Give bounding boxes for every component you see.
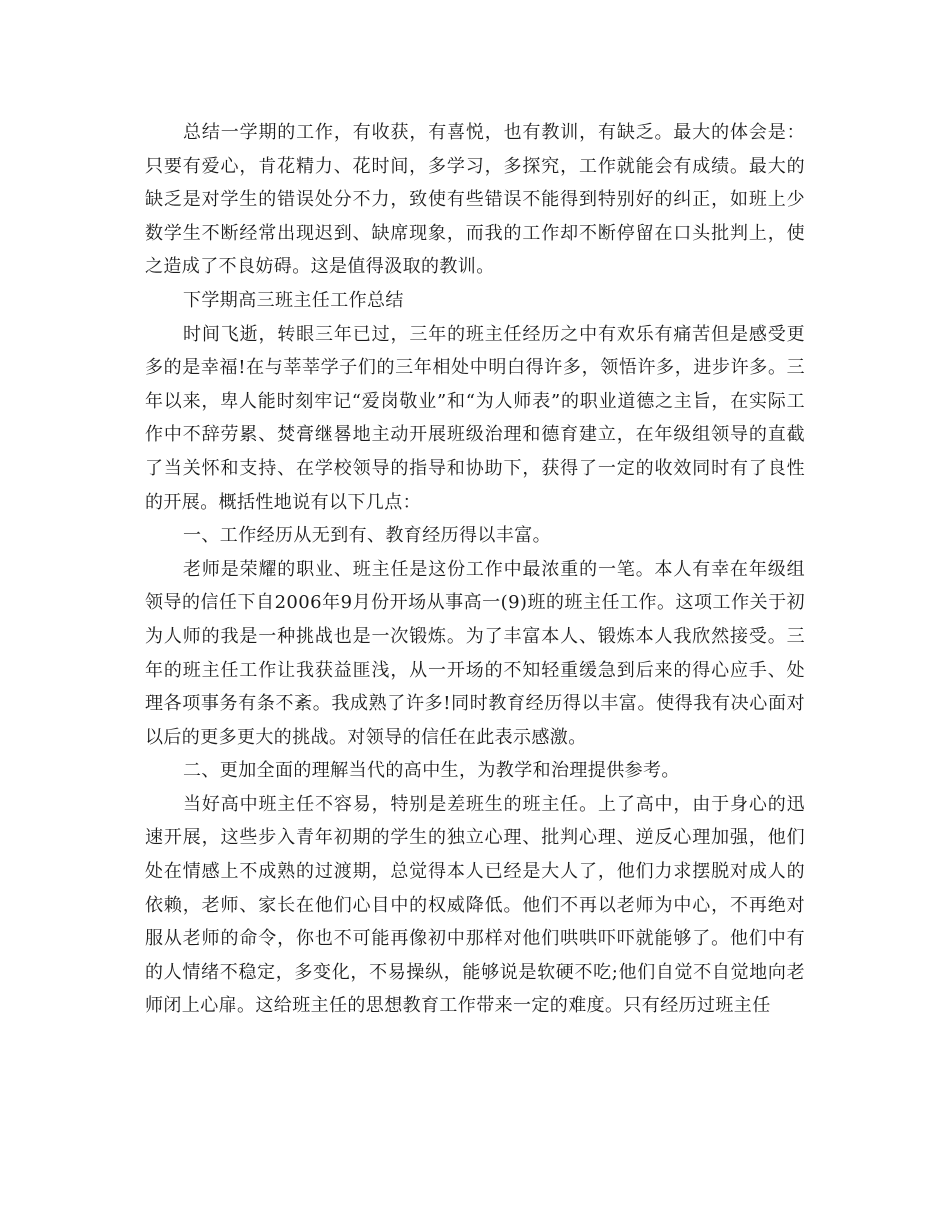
heading-point-two: 二、更加全面的理解当代的高中生，为教学和治理提供参考。 [183,760,680,782]
paragraph-point-two: 当好高中班主任不容易，特别是差班生的班主任。上了高中，由于身心的迅速开展，这些步入青年初期的学生的独立心理、批判心理、逆反心理加强，他们处在情感上不成熟的过渡期，总觉得本人已经是大人了，他们力求摆脱对成人的依赖，老师、家长在他们心目中的权威降低。他们不再以老师为中心，不再绝对服从老师的命令，你也不可能再像初中那样对他们哄哄吓吓就能够了。他们中有的人情绪不稳定，多变化，不易操纵，能够说是软硬不吃;他们自觉不自觉地向老师闭上心扉。这给班主任的思想教育工作带来一定的难度。只有经历过班主任 [145,793,805,1017]
section-title: 下学期高三班主任工作总结 [183,289,404,311]
paragraph-intro: 时间飞逝，转眼三年已过，三年的班主任经历之中有欢乐有痛苦但是感受更多的是幸福!在与莘莘学子们的三年相处中明白得许多，领悟许多，进步许多。三年以来，卑人能时刻牢记“爱岗敬业”和“为人师表”的职业道德之主旨，在实际工作中不辞劳累、焚膏继晷地主动开展班级治理和德育建立，在年级组领导的直截了当关怀和支持、在学校领导的指导和协助下，获得了一定的收效同时有了良性的开展。概括性地说有以下几点： [145,323,805,513]
heading-point-one: 一、工作经历从无到有、教育经历得以丰富。 [183,525,551,547]
document-body [145,116,805,1023]
paragraph-summary: 总结一学期的工作，有收获，有喜悦，也有教训，有缺乏。最大的体会是：只要有爱心，肯花精力、花时间，多学习，多探究，工作就能会有成绩。最大的缺乏是对学生的错误处分不力，致使有些错误不能得到特别好的纠正，如班上少数学生不断经常出现迟到、缺席现象，而我的工作却不断停留在口头批判上，使之造成了不良妨碍。这是值得汲取的教训。 [145,122,805,278]
paragraph-point-one: 老师是荣耀的职业、班主任是这份工作中最浓重的一笔。本人有幸在年级组领导的信任下自2006年9月份开场从事高一(9)班的班主任工作。这项工作关于初为人师的我是一种挑战也是一次锻炼。为了丰富本人、锻炼本人我欣然接受。三年的班主任工作让我获益匪浅，从一开场的不知轻重缓急到后来的得心应手、处理各项事务有条不紊。我成熟了许多!同时教育经历得以丰富。使得我有决心面对以后的更多更大的挑战。对领导的信任在此表示感激。 [145,558,805,748]
